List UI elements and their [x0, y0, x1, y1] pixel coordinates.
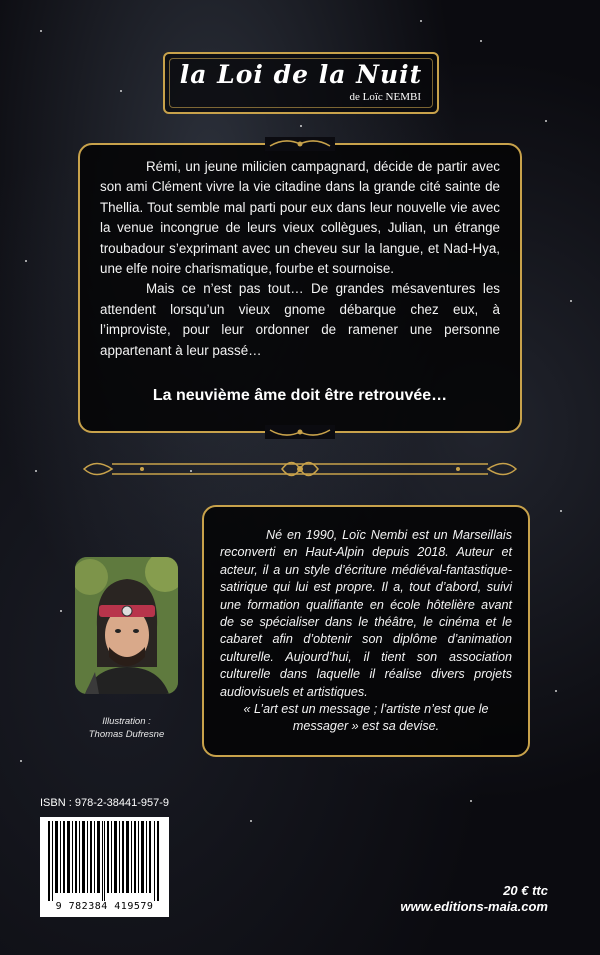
barcode-digits: 9 782384 419579	[55, 901, 154, 912]
isbn-label: ISBN : 978-2-38441-957-9	[40, 797, 170, 809]
synopsis-tagline: La neuvième âme doit être retrouvée…	[152, 387, 448, 404]
publisher-website: www.editions-maia.com	[400, 899, 548, 914]
author-motto: « L’art est un message ; l’artiste n’est que le messager » est sa devise.	[243, 702, 489, 734]
author-line: de Loïc NEMBI	[349, 91, 421, 103]
title-plate	[163, 52, 439, 114]
synopsis-text	[100, 157, 500, 361]
synopsis-paragraph: Rémi, un jeune milicien campagnard, décide de partir avec son ami Clément vivre la vie citadine dans la grande cité sainte de Thellia. Tout semble mal parti pour eux dans leur nouvelle vie avec la venue incongrue de leurs vieux collègues, Julian, un étrange troubadour s’exprimant avec un cheveu sur la langue, et Nad-Hya, une elfe noire charismatique, fourbe et sournoise.	[100, 159, 500, 277]
synopsis-box	[78, 143, 522, 433]
ornamental-divider-icon	[82, 452, 518, 486]
author-portrait	[75, 557, 178, 694]
barcode-icon	[40, 817, 169, 901]
ornament-icon	[265, 137, 335, 151]
price-label: 20 € ttc	[503, 883, 548, 898]
ornament-icon	[265, 425, 335, 439]
book-title: la Loi de la Nuit	[179, 60, 423, 89]
bio-paragraph: Né en 1990, Loïc Nembi est un Marseillais reconverti en Haut-Alpin depuis 2018. Auteur et acteur, il a un style d’écriture médiéval-fantastique-satirique qui lui est propre. Il a, tout d’abord, suivi une formation qualifiante en école hôtelière avant de se spécialiser dans le théâtre, le cinéma et le cabaret afin d’obtenir son diplôme d’animation culturelle. Aujourd’hui, il tient son association culturelle dans laquelle il réalise divers projets audiovisuels et artistiques.	[220, 528, 512, 699]
author-bio-box	[202, 505, 530, 757]
illustration-credit	[75, 715, 178, 741]
illustrator-name: Thomas Dufresne	[88, 729, 165, 740]
synopsis-paragraph: Mais ce n’est pas tout… De grandes mésaventures les attendent lorsqu’un vieux gnome débarque chez eux, à l’improviste, pour leur ordonner de ramener une personne appartenant à leur passé…	[100, 281, 500, 358]
illustration-label: Illustration :	[102, 716, 151, 727]
author-bio-text	[220, 527, 512, 736]
